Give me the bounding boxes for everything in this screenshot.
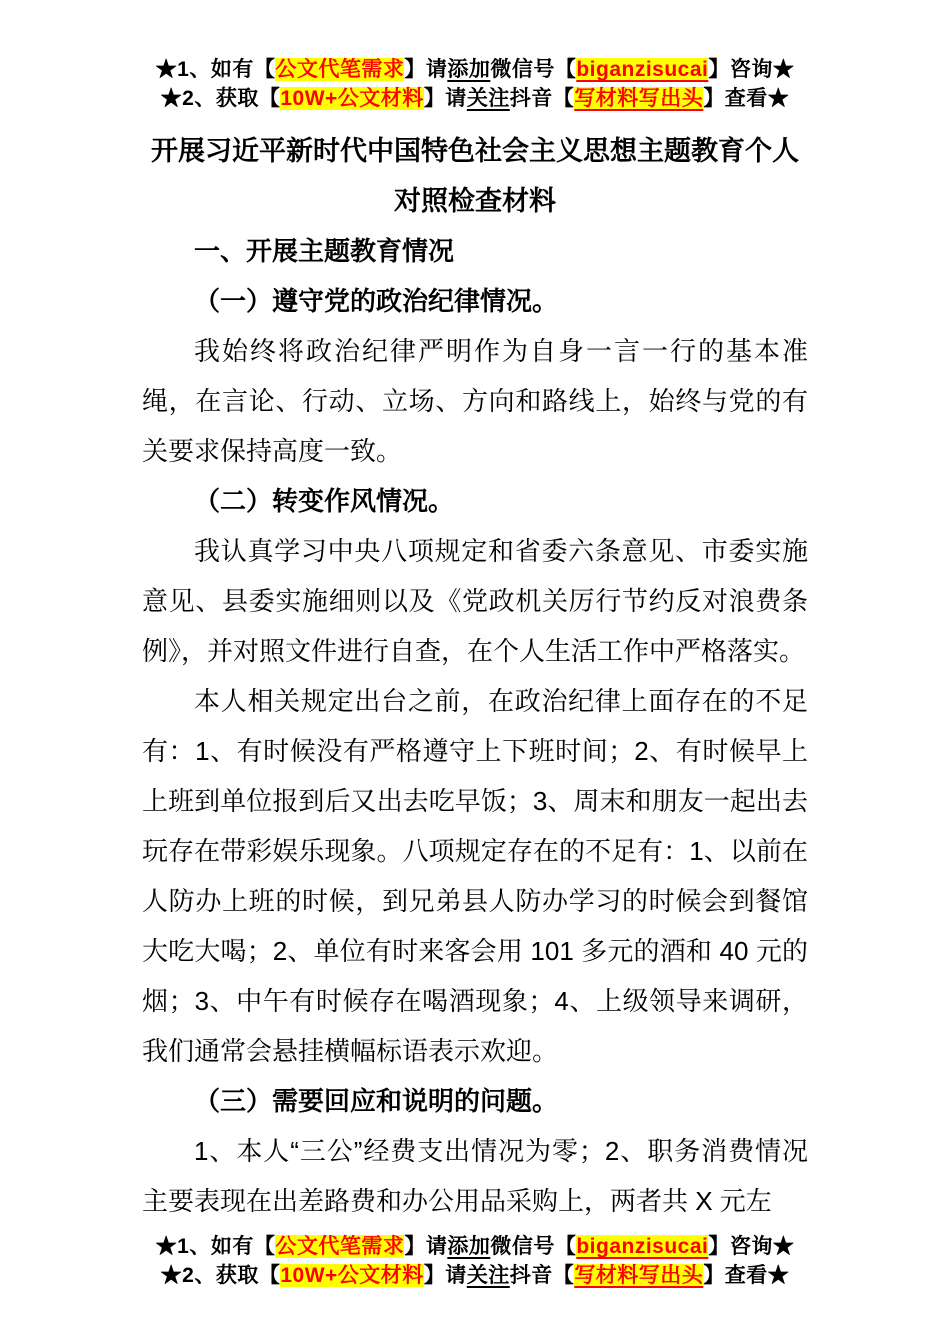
promo-line	[0, 1261, 950, 1290]
promo-highlight-materials: 10W+公文材料	[280, 87, 424, 110]
promo-underline-add: 添加	[447, 1235, 491, 1258]
promo-wechat-id: biganzisucai	[576, 1235, 709, 1258]
promo-text: 微信号【	[490, 58, 577, 81]
subsection-heading-2: （二）转变作风情况。	[194, 486, 455, 516]
promo-text: ★1、如有【	[155, 1235, 276, 1258]
promo-text: 】咨询★	[708, 58, 795, 81]
promo-text: 】查看★	[703, 87, 790, 110]
promo-text: ★2、获取【	[160, 87, 281, 110]
promo-text: ★1、如有【	[155, 58, 276, 81]
promo-highlight-service: 公文代笔需求	[275, 1235, 405, 1258]
promo-footer	[0, 1232, 950, 1290]
subsection-heading-1: （一）遵守党的政治纪律情况。	[194, 286, 559, 316]
promo-text: 抖音【	[509, 87, 575, 110]
promo-header	[0, 55, 950, 113]
promo-line	[0, 84, 950, 113]
promo-text: ★2、获取【	[160, 1264, 281, 1287]
section-heading-1: 一、开展主题教育情况	[194, 236, 455, 266]
promo-text: 微信号【	[490, 1235, 577, 1258]
promo-text: 】请	[404, 58, 448, 81]
promo-text: 】咨询★	[708, 1235, 795, 1258]
promo-text: 抖音【	[509, 1264, 575, 1287]
promo-line	[0, 1232, 950, 1261]
paragraph-3: 本人相关规定出台之前，在政治纪律上面存在的不足有：1、有时候没有严格遵守上下班时间；2、有时候早上上班到单位报到后又出去吃早饭；3、周末和朋友一起出去玩存在带彩娱乐现象。八项规定存在的不足有：1、以前在人防办上班的时候，到兄弟县人防办学习的时候会到餐馆大吃大喝；2、单位有时来客会用 101 多元的酒和 40 元的烟；3、中午有时候存在喝酒现象；4、上级领导来调研，我们通常会悬挂横幅标语表示欢迎。	[142, 686, 808, 1066]
promo-highlight-materials: 10W+公文材料	[280, 1264, 424, 1287]
promo-underline-follow: 关注	[466, 87, 510, 110]
promo-text: 】请	[423, 87, 467, 110]
document-body	[142, 126, 808, 1226]
promo-douyin-id: 写材料写出头	[574, 87, 704, 110]
promo-underline-add: 添加	[447, 58, 491, 81]
promo-underline-follow: 关注	[466, 1264, 510, 1287]
paragraph-4: 1、本人“三公”经费支出情况为零；2、职务消费情况主要表现在出差路费和办公用品采购上，两者共 X 元左	[142, 1136, 808, 1216]
doc-title: 开展习近平新时代中国特色社会主义思想主题教育个人对照检查材料	[151, 136, 799, 216]
promo-highlight-service: 公文代笔需求	[275, 58, 405, 81]
promo-douyin-id: 写材料写出头	[574, 1264, 704, 1287]
promo-text: 】请	[404, 1235, 448, 1258]
subsection-heading-3: （三）需要回应和说明的问题。	[194, 1086, 559, 1116]
promo-wechat-id: biganzisucai	[576, 58, 709, 81]
promo-text: 】查看★	[703, 1264, 790, 1287]
paragraph-1: 我始终将政治纪律严明作为自身一言一行的基本准绳，在言论、行动、立场、方向和路线上，始终与党的有关要求保持高度一致。	[142, 336, 808, 466]
paragraph-2: 我认真学习中央八项规定和省委六条意见、市委实施意见、县委实施细则以及《党政机关厉行节约反对浪费条例》，并对照文件进行自查，在个人生活工作中严格落实。	[142, 536, 808, 666]
promo-line	[0, 55, 950, 84]
promo-text: 】请	[423, 1264, 467, 1287]
